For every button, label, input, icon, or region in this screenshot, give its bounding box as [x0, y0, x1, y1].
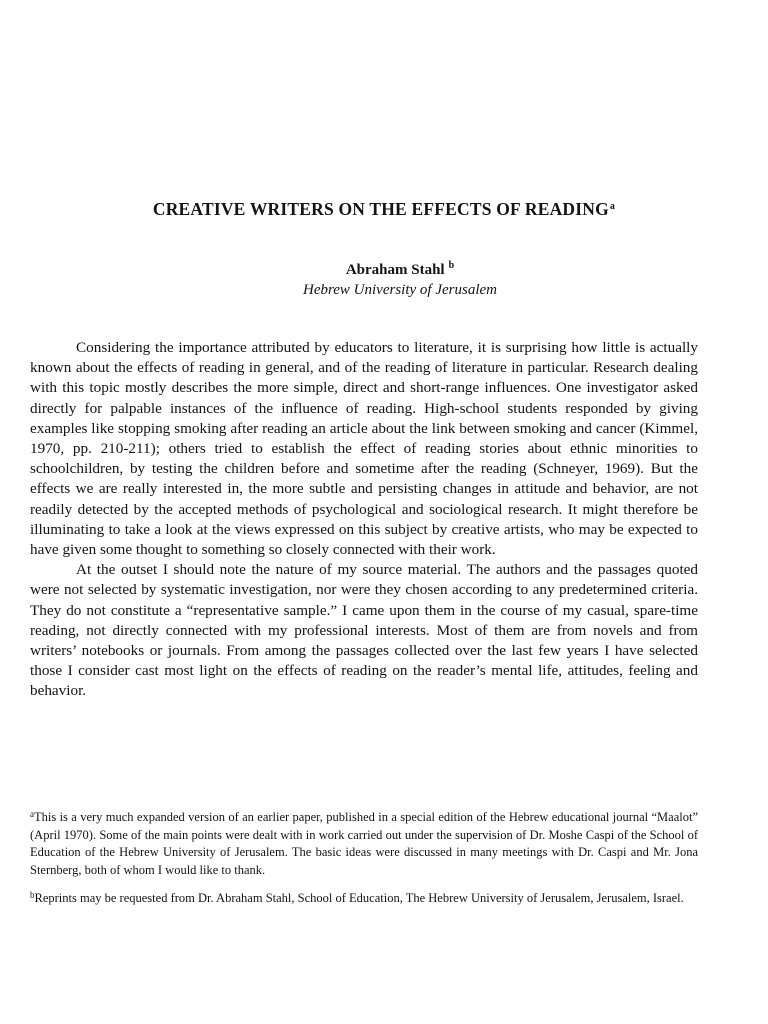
author-line: [0, 260, 768, 279]
footnote-b: [30, 887, 698, 908]
footnote-a-marker: a: [30, 809, 34, 819]
body-paragraph-1: Considering the importance attributed by educators to literature, it is surprising how little is actually known about the effects of reading in general, and of the reading of literature in particular. Research dealing with this topic mostly describes the more simple, direct and short-range influences. One investigator asked directly for palpable instances of the influence of reading. High-school students responded by giving examples like stopping smoking after reading an article about the link between smoking and cancer (Kimmel, 1970, pp. 210-211); others tried to establish the effect of reading stories about ethnic minorities to schoolchildren, by testing the children before and sometime after the reading (Schneyer, 1969). But the effects we are really interested in, the more subtle and persisting changes in attitude and behavior, are not readily detected by the accepted methods of psychological and sociological research. It might therefore be illuminating to take a look at the views expressed on this subject by creative artists, who may be expected to have given some thought to something so closely connected with their work.: [30, 339, 698, 559]
footnote-b-marker: b: [30, 890, 35, 900]
article-title: [0, 199, 768, 220]
footnote-b-text: Reprints may be requested from Dr. Abraham Stahl, School of Education, The Hebrew University of Jerusalem, Jerusalem, Israel.: [34, 891, 684, 905]
author-affiliation: Hebrew University of Jerusalem: [303, 282, 497, 298]
article-title-text: CREATIVE WRITERS ON THE EFFECTS OF READING: [152, 199, 609, 219]
author-footnote-marker: b: [448, 260, 455, 271]
author-name: Abraham Stahl: [345, 262, 445, 278]
title-footnote-marker: a: [609, 201, 616, 212]
footnote-a: [30, 806, 698, 879]
footnotes: [30, 806, 698, 916]
body-paragraph-2: At the outset I should note the nature of my source material. The authors and the passages quoted were not selected by systematic investigation, nor were they chosen according to any predetermined criteria. They do not constitute a “representative sample.” I came upon them in the course of my casual, spare-time reading, not directly connected with my professional interests. Most of them are from novels and from writers’ notebooks or journals. From among the passages collected over the last few years I have selected those I consider cast most light on the effects of reading on the reader’s mental life, attitudes, feeling and behavior.: [30, 561, 698, 700]
body-text: [30, 338, 698, 702]
footnote-a-text: This is a very much expanded version of an earlier paper, published in a special edition of the Hebrew educational journal “Maalot” (April 1970). Some of the main points were dealt with in work carried out under the supervision of Dr. Moshe Caspi of the School of Education of the Hebrew University of Jerusalem. The basic ideas were discussed in many meetings with Dr. Caspi and Mr. Jona Sternberg, both of whom I would like to thank.: [30, 810, 698, 877]
